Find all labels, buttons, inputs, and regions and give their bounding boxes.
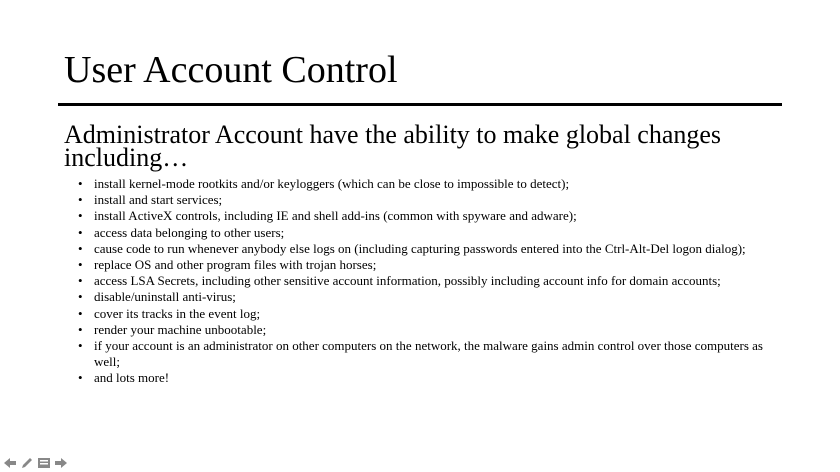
list-item — [76, 257, 776, 273]
bullet-marker: • — [78, 224, 83, 240]
bullet-marker: • — [78, 208, 83, 224]
menu-icon[interactable] — [36, 456, 52, 470]
next-arrow-icon[interactable] — [53, 456, 69, 470]
slideshow-nav-toolbar — [2, 456, 69, 470]
list-item — [76, 176, 776, 192]
bullet-marker: • — [78, 273, 83, 289]
list-item — [76, 273, 776, 289]
previous-arrow-icon[interactable] — [2, 456, 18, 470]
bullet-text: cause code to run whenever anybody else logs on (including capturing passwords entered into the Ctrl-Alt-Del logon dialog); — [94, 240, 746, 256]
bullet-text: access LSA Secrets, including other sensitive account information, possibly including account info for domain accounts; — [94, 273, 721, 289]
bullet-text: replace OS and other program files with trojan horses; — [94, 257, 377, 273]
bullet-text: install kernel-mode rootkits and/or keyloggers (which can be close to impossible to detect); — [94, 176, 570, 191]
list-item — [76, 241, 776, 257]
bullet-marker: • — [78, 192, 83, 208]
bullet-text: disable/uninstall anti-virus; — [94, 289, 236, 305]
list-item — [76, 192, 776, 208]
title-divider — [58, 103, 782, 106]
bullet-text: if your account is an administrator on other computers on the network, the malware gains admin control over those computers as well; — [94, 338, 763, 370]
list-item — [76, 306, 776, 322]
slide-subheading: Administrator Account have the ability to make global changes including… — [64, 120, 722, 172]
list-item — [76, 208, 776, 224]
bullet-text: access data belonging to other users; — [94, 224, 285, 240]
bullet-marker: • — [78, 257, 83, 273]
bullet-text: install and start services; — [94, 192, 223, 208]
bullet-marker: • — [78, 240, 83, 256]
list-item — [76, 338, 776, 370]
bullet-marker: • — [78, 289, 83, 305]
list-item — [76, 370, 776, 386]
slide-title: User Account Control — [64, 49, 398, 91]
bullet-marker: • — [78, 370, 83, 386]
bullet-marker: • — [78, 176, 83, 191]
list-item — [76, 289, 776, 305]
bullet-marker: • — [78, 338, 83, 354]
bullet-text: cover its tracks in the event log; — [94, 305, 261, 321]
bullet-text: install ActiveX controls, including IE and shell add-ins (common with spyware and adware); — [94, 208, 577, 224]
bullet-text: and lots more! — [94, 370, 170, 386]
bullet-text: render your machine unbootable; — [94, 321, 267, 337]
bullet-marker: • — [78, 321, 83, 337]
list-item — [76, 322, 776, 338]
pen-icon[interactable] — [19, 456, 35, 470]
bullet-marker: • — [78, 305, 83, 321]
list-item — [76, 225, 776, 241]
bullet-list — [76, 176, 776, 387]
